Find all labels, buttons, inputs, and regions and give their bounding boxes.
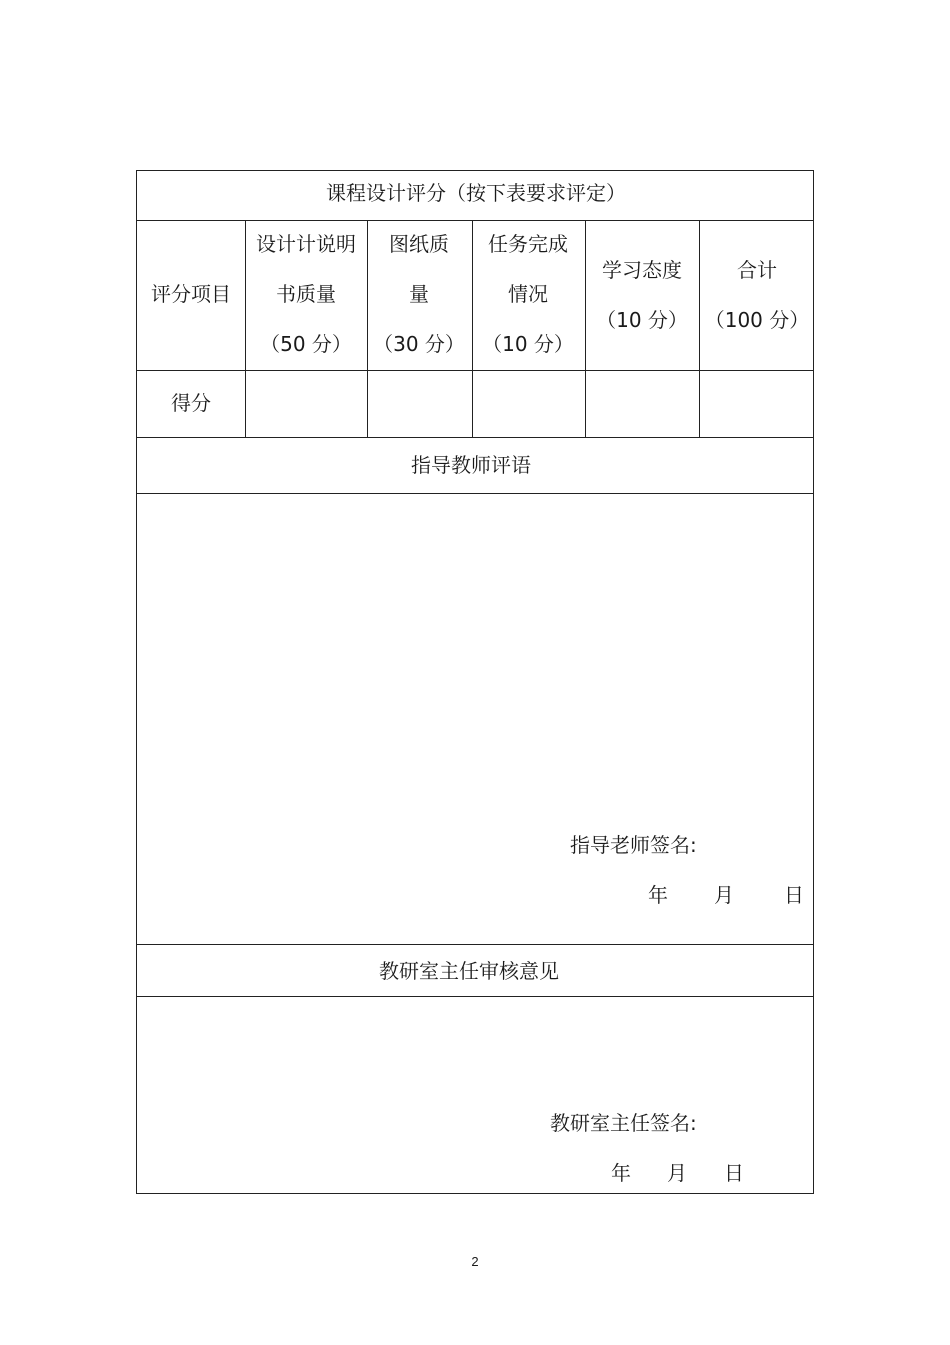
column-header-drawing-quality: 图纸质 bbox=[389, 232, 449, 256]
column-header-task-completion-points: （10 分） bbox=[482, 332, 574, 356]
column-header-design-report-points: （50 分） bbox=[260, 332, 352, 356]
row-divider bbox=[137, 944, 813, 945]
score-cell-drawing-quality[interactable] bbox=[368, 371, 471, 436]
column-header-total: 合计 bbox=[737, 258, 777, 282]
score-cell-total[interactable] bbox=[700, 371, 813, 436]
teacher-comments-title: 指导教师评语 bbox=[411, 453, 531, 477]
column-header-attitude-points: （10 分） bbox=[596, 308, 688, 332]
score-cell-design-report[interactable] bbox=[246, 371, 366, 436]
director-review-area[interactable] bbox=[138, 997, 814, 1097]
page-number: 2 bbox=[471, 1254, 479, 1269]
score-cell-task-completion[interactable] bbox=[473, 371, 584, 436]
teacher-comments-area[interactable] bbox=[138, 494, 814, 814]
director-review-title: 教研室主任审核意见 bbox=[379, 959, 559, 983]
column-header-drawing-quality-points: （30 分） bbox=[373, 332, 465, 356]
teacher-date-year: 年 bbox=[648, 883, 668, 907]
column-header-total-points: （100 分） bbox=[704, 308, 810, 332]
teacher-date-day: 日 bbox=[784, 883, 804, 907]
column-header-design-report: 设计计说明 bbox=[256, 232, 356, 256]
director-signature-label: 教研室主任签名: bbox=[550, 1111, 697, 1135]
score-cell-attitude[interactable] bbox=[586, 371, 698, 436]
column-header-design-report-line2: 书质量 bbox=[276, 282, 336, 306]
director-date-year: 年 bbox=[611, 1161, 631, 1185]
column-header-task-completion-line2: 情况 bbox=[508, 282, 548, 306]
column-header-attitude: 学习态度 bbox=[602, 258, 682, 282]
teacher-date-month: 月 bbox=[714, 883, 734, 907]
row-label-score: 得分 bbox=[171, 391, 211, 415]
form-title: 课程设计评分（按下表要求评定） bbox=[326, 181, 626, 205]
row-label-items: 评分项目 bbox=[151, 282, 231, 306]
teacher-signature-label: 指导老师签名: bbox=[570, 833, 697, 857]
director-date-day: 日 bbox=[724, 1161, 744, 1185]
row-divider bbox=[137, 220, 813, 221]
evaluation-form bbox=[136, 170, 814, 1194]
director-date-month: 月 bbox=[667, 1161, 687, 1185]
column-header-drawing-quality-line2: 量 bbox=[409, 282, 429, 306]
column-header-task-completion: 任务完成 bbox=[488, 232, 568, 256]
row-divider bbox=[137, 437, 813, 438]
